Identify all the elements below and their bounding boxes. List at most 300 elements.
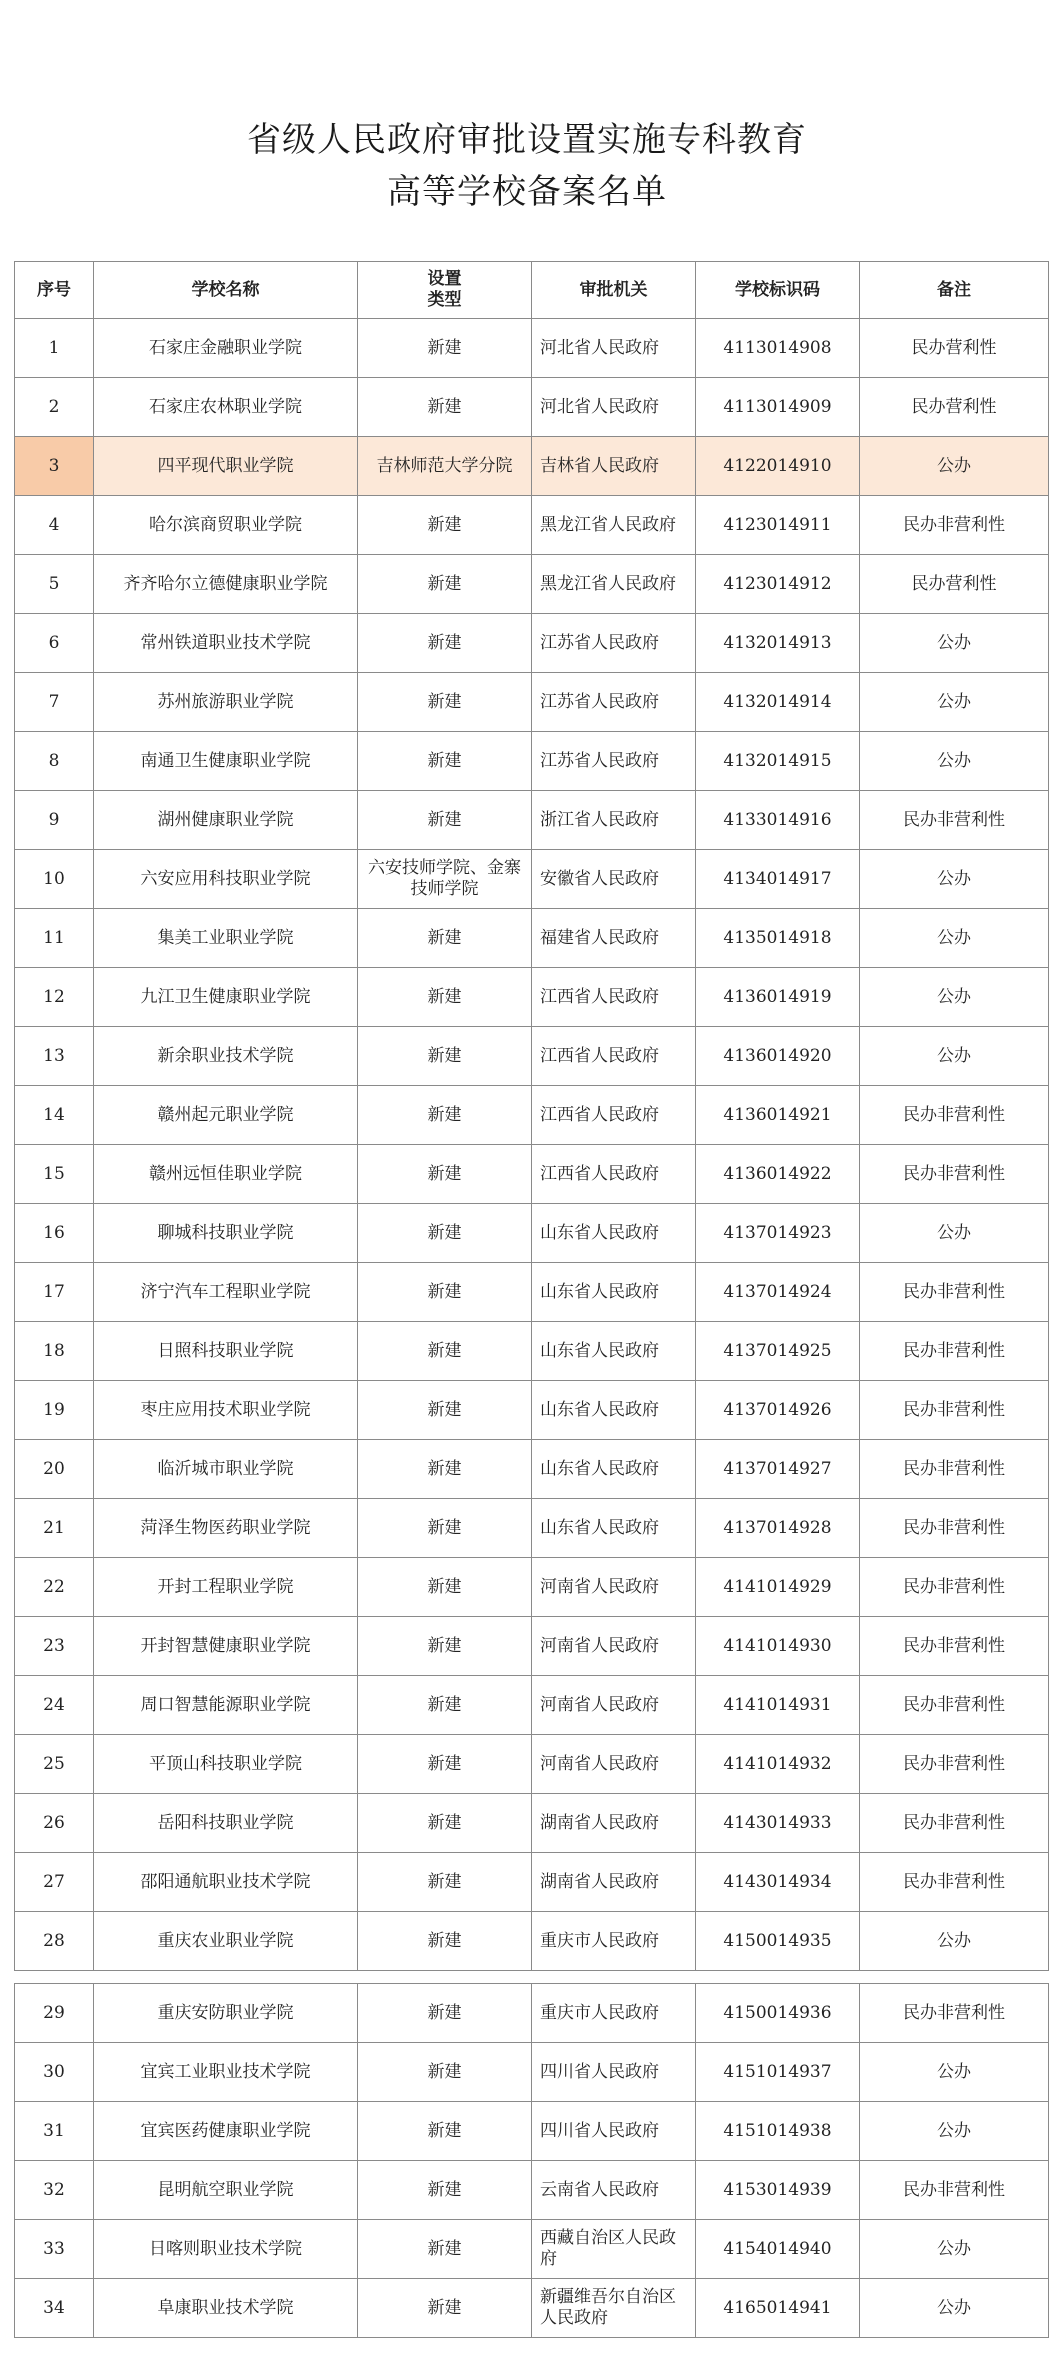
cell-school-code-text: 4133014916 bbox=[723, 809, 832, 830]
cell-index-text: 28 bbox=[43, 1930, 65, 1951]
cell-approver bbox=[532, 791, 696, 850]
cell-school-code bbox=[696, 2102, 860, 2161]
cell-setup-type-text: 新建 bbox=[427, 1222, 462, 1243]
cell-index-text: 19 bbox=[43, 1399, 65, 1420]
cell-school-name bbox=[94, 1499, 358, 1558]
cell-index bbox=[15, 2279, 94, 2338]
cell-school-code-text: 4132014915 bbox=[723, 750, 832, 771]
cell-approver-text: 吉林省人民政府 bbox=[540, 455, 659, 476]
cell-remark bbox=[860, 1984, 1049, 2043]
cell-school-name bbox=[94, 1794, 358, 1853]
table-row bbox=[15, 1794, 1049, 1853]
cell-remark bbox=[860, 1086, 1049, 1145]
cell-remark bbox=[860, 1440, 1049, 1499]
cell-index-text: 34 bbox=[43, 2297, 65, 2318]
cell-school-code bbox=[696, 555, 860, 614]
cell-school-name-text: 聊城科技职业学院 bbox=[157, 1222, 294, 1243]
table-row bbox=[15, 2102, 1049, 2161]
cell-index bbox=[15, 1145, 94, 1204]
cell-school-code bbox=[696, 1853, 860, 1912]
cell-approver bbox=[532, 1853, 696, 1912]
cell-approver-text: 山东省人民政府 bbox=[540, 1222, 659, 1243]
cell-approver-text: 江苏省人民政府 bbox=[540, 750, 659, 771]
cell-setup-type-text: 新建 bbox=[427, 1104, 462, 1125]
table-row bbox=[15, 2279, 1049, 2338]
cell-index-text: 2 bbox=[48, 396, 60, 417]
cell-remark-text: 民办非营利性 bbox=[903, 1281, 1005, 1302]
cell-school-code bbox=[696, 319, 860, 378]
cell-setup-type-text: 新建 bbox=[427, 2061, 462, 2082]
cell-school-name bbox=[94, 614, 358, 673]
table-row bbox=[15, 1617, 1049, 1676]
cell-school-code bbox=[696, 437, 860, 496]
cell-approver bbox=[532, 1617, 696, 1676]
cell-school-code bbox=[696, 1204, 860, 1263]
cell-school-code-text: 4134014917 bbox=[723, 868, 832, 889]
table-row bbox=[15, 1322, 1049, 1381]
cell-school-code-text: 4113014908 bbox=[723, 337, 832, 358]
cell-school-code bbox=[696, 673, 860, 732]
cell-approver bbox=[532, 1794, 696, 1853]
cell-approver bbox=[532, 319, 696, 378]
cell-remark bbox=[860, 673, 1049, 732]
cell-setup-type bbox=[358, 1558, 532, 1617]
cell-approver-text: 江西省人民政府 bbox=[540, 986, 659, 1007]
cell-school-code-text: 4141014932 bbox=[723, 1753, 832, 1774]
cell-setup-type bbox=[358, 673, 532, 732]
cell-remark bbox=[860, 1204, 1049, 1263]
cell-school-code-text: 4136014922 bbox=[723, 1163, 832, 1184]
cell-setup-type-text: 新建 bbox=[427, 2120, 462, 2141]
cell-approver bbox=[532, 1204, 696, 1263]
cell-index bbox=[15, 614, 94, 673]
cell-setup-type bbox=[358, 1794, 532, 1853]
cell-index bbox=[15, 2161, 94, 2220]
cell-setup-type bbox=[358, 909, 532, 968]
cell-index-text: 15 bbox=[43, 1163, 65, 1184]
cell-approver-text: 江西省人民政府 bbox=[540, 1045, 659, 1066]
cell-school-code bbox=[696, 1263, 860, 1322]
cell-setup-type bbox=[358, 1322, 532, 1381]
cell-school-name-text: 开封工程职业学院 bbox=[157, 1576, 294, 1597]
cell-remark bbox=[860, 378, 1049, 437]
cell-remark-text: 公办 bbox=[937, 2120, 971, 2141]
cell-school-code bbox=[696, 1027, 860, 1086]
cell-index bbox=[15, 673, 94, 732]
cell-school-code-text: 4137014924 bbox=[723, 1281, 832, 1302]
cell-school-name-text: 重庆农业职业学院 bbox=[157, 1930, 294, 1951]
cell-school-code-text: 4136014920 bbox=[723, 1045, 832, 1066]
cell-school-code-text: 4141014931 bbox=[723, 1694, 832, 1715]
cell-approver-text: 山东省人民政府 bbox=[540, 1399, 659, 1420]
cell-index bbox=[15, 1263, 94, 1322]
cell-setup-type bbox=[358, 1086, 532, 1145]
cell-school-name bbox=[94, 1027, 358, 1086]
cell-setup-type-text: 新建 bbox=[427, 514, 462, 535]
cell-index-text: 14 bbox=[43, 1104, 65, 1125]
cell-index-text: 33 bbox=[43, 2238, 65, 2259]
cell-approver-text: 浙江省人民政府 bbox=[540, 809, 659, 830]
cell-school-name-text: 宜宾工业职业技术学院 bbox=[140, 2061, 311, 2082]
cell-setup-type-text: 新建 bbox=[427, 1340, 462, 1361]
cell-approver-text: 安徽省人民政府 bbox=[540, 868, 659, 889]
cell-approver bbox=[532, 1912, 696, 1971]
cell-index bbox=[15, 1676, 94, 1735]
cell-remark bbox=[860, 1853, 1049, 1912]
cell-school-name-text: 阜康职业技术学院 bbox=[157, 2297, 294, 2318]
cell-index-text: 24 bbox=[43, 1694, 65, 1715]
header-remark: 备注 bbox=[860, 262, 1049, 319]
cell-approver bbox=[532, 1322, 696, 1381]
cell-school-name-text: 六安应用科技职业学院 bbox=[140, 868, 311, 889]
cell-index bbox=[15, 437, 94, 496]
cell-setup-type bbox=[358, 1499, 532, 1558]
cell-setup-type-text: 新建 bbox=[427, 691, 462, 712]
cell-remark bbox=[860, 1794, 1049, 1853]
cell-school-code bbox=[696, 1558, 860, 1617]
cell-school-code bbox=[696, 2161, 860, 2220]
cell-school-code bbox=[696, 496, 860, 555]
cell-school-name-text: 枣庄应用技术职业学院 bbox=[140, 1399, 311, 1420]
cell-index bbox=[15, 496, 94, 555]
cell-remark-text: 民办营利性 bbox=[911, 573, 997, 594]
table-row bbox=[15, 732, 1049, 791]
cell-remark-text: 民办非营利性 bbox=[903, 1694, 1005, 1715]
cell-setup-type bbox=[358, 1440, 532, 1499]
cell-school-code bbox=[696, 909, 860, 968]
cell-school-name bbox=[94, 909, 358, 968]
cell-school-name-text: 苏州旅游职业学院 bbox=[157, 691, 294, 712]
cell-remark-text: 公办 bbox=[937, 1222, 971, 1243]
cell-index-text: 20 bbox=[43, 1458, 65, 1479]
cell-setup-type-text: 新建 bbox=[427, 1635, 462, 1656]
cell-approver-text: 四川省人民政府 bbox=[540, 2120, 659, 2141]
cell-school-code-text: 4135014918 bbox=[723, 927, 832, 948]
cell-setup-type bbox=[358, 850, 532, 909]
cell-remark-text: 民办非营利性 bbox=[903, 1871, 1005, 1892]
cell-remark-text: 公办 bbox=[937, 2238, 971, 2259]
cell-approver bbox=[532, 378, 696, 437]
cell-school-name bbox=[94, 2043, 358, 2102]
cell-school-code bbox=[696, 968, 860, 1027]
cell-school-name bbox=[94, 378, 358, 437]
cell-approver-text: 河南省人民政府 bbox=[540, 1753, 659, 1774]
cell-school-name bbox=[94, 673, 358, 732]
cell-school-name bbox=[94, 496, 358, 555]
cell-approver-text: 西藏自治区人民政 bbox=[540, 2228, 676, 2248]
cell-remark bbox=[860, 437, 1049, 496]
cell-setup-type-text: 新建 bbox=[427, 1694, 462, 1715]
table-row bbox=[15, 614, 1049, 673]
cell-approver bbox=[532, 2043, 696, 2102]
cell-school-code bbox=[696, 791, 860, 850]
cell-approver bbox=[532, 437, 696, 496]
cell-school-code bbox=[696, 732, 860, 791]
cell-school-name bbox=[94, 850, 358, 909]
cell-remark-text: 民办非营利性 bbox=[903, 809, 1005, 830]
cell-remark bbox=[860, 1322, 1049, 1381]
cell-school-name bbox=[94, 319, 358, 378]
cell-school-name bbox=[94, 1617, 358, 1676]
cell-remark-text: 公办 bbox=[937, 750, 971, 771]
cell-school-name bbox=[94, 1558, 358, 1617]
cell-school-code-text: 4136014919 bbox=[723, 986, 832, 1007]
cell-remark-text: 民办营利性 bbox=[911, 337, 997, 358]
cell-approver bbox=[532, 1735, 696, 1794]
cell-setup-type-text: 六安技师学院、金寨 bbox=[368, 858, 521, 878]
cell-approver bbox=[532, 1086, 696, 1145]
cell-setup-type-text: 新建 bbox=[427, 2179, 462, 2200]
cell-approver-text: 黑龙江省人民政府 bbox=[540, 514, 676, 535]
cell-school-name bbox=[94, 2279, 358, 2338]
cell-index-text: 25 bbox=[43, 1753, 65, 1774]
cell-setup-type bbox=[358, 437, 532, 496]
cell-remark bbox=[860, 1558, 1049, 1617]
cell-remark bbox=[860, 2279, 1049, 2338]
cell-school-name bbox=[94, 1984, 358, 2043]
cell-school-code-text: 4137014928 bbox=[723, 1517, 832, 1538]
cell-index bbox=[15, 1381, 94, 1440]
cell-school-name bbox=[94, 2220, 358, 2279]
cell-setup-type bbox=[358, 2220, 532, 2279]
cell-remark-text: 公办 bbox=[937, 868, 971, 889]
cell-school-code-text: 4151014938 bbox=[723, 2120, 832, 2141]
cell-setup-type bbox=[358, 378, 532, 437]
cell-approver-text: 江西省人民政府 bbox=[540, 1163, 659, 1184]
cell-approver bbox=[532, 2220, 696, 2279]
cell-setup-type bbox=[358, 2102, 532, 2161]
cell-remark-text: 民办非营利性 bbox=[903, 2179, 1005, 2200]
cell-remark bbox=[860, 2102, 1049, 2161]
cell-remark-text: 民办营利性 bbox=[911, 396, 997, 417]
header-approver: 审批机关 bbox=[532, 262, 696, 319]
cell-school-code-text: 4137014923 bbox=[723, 1222, 832, 1243]
cell-remark-text: 民办非营利性 bbox=[903, 1104, 1005, 1125]
table-row bbox=[15, 673, 1049, 732]
cell-school-name bbox=[94, 732, 358, 791]
cell-school-name-text: 平顶山科技职业学院 bbox=[149, 1753, 302, 1774]
cell-school-code bbox=[696, 2279, 860, 2338]
cell-remark-text: 民办非营利性 bbox=[903, 1517, 1005, 1538]
cell-school-name bbox=[94, 1145, 358, 1204]
cell-school-name-text: 赣州起元职业学院 bbox=[157, 1104, 294, 1125]
cell-index bbox=[15, 2220, 94, 2279]
cell-index-text: 26 bbox=[43, 1812, 65, 1833]
cell-approver-text: 重庆市人民政府 bbox=[540, 2002, 659, 2023]
cell-index bbox=[15, 1204, 94, 1263]
cell-school-code bbox=[696, 850, 860, 909]
cell-index-text: 31 bbox=[43, 2120, 65, 2141]
cell-approver-text: 山东省人民政府 bbox=[540, 1340, 659, 1361]
cell-school-name-text: 四平现代职业学院 bbox=[157, 455, 294, 476]
cell-setup-type bbox=[358, 1912, 532, 1971]
cell-setup-type bbox=[358, 1984, 532, 2043]
cell-index bbox=[15, 319, 94, 378]
cell-approver-text: 四川省人民政府 bbox=[540, 2061, 659, 2082]
cell-remark-text: 公办 bbox=[937, 632, 971, 653]
cell-setup-type bbox=[358, 968, 532, 1027]
cell-school-name bbox=[94, 968, 358, 1027]
table-row bbox=[15, 2043, 1049, 2102]
table-row bbox=[15, 496, 1049, 555]
cell-approver bbox=[532, 1440, 696, 1499]
table-row bbox=[15, 1440, 1049, 1499]
cell-approver-text: 江苏省人民政府 bbox=[540, 691, 659, 712]
cell-school-name-text: 日喀则职业技术学院 bbox=[149, 2238, 302, 2259]
cell-school-code-text: 4137014927 bbox=[723, 1458, 832, 1479]
cell-setup-type-text: 新建 bbox=[427, 1753, 462, 1774]
document-title-line1: 省级人民政府审批设置实施专科教育 bbox=[247, 120, 807, 160]
cell-school-code-text: 4150014935 bbox=[723, 1930, 832, 1951]
cell-school-code-text: 4137014925 bbox=[723, 1340, 832, 1361]
cell-school-name bbox=[94, 555, 358, 614]
cell-school-code-text: 4143014933 bbox=[723, 1812, 832, 1833]
cell-remark-text: 公办 bbox=[937, 455, 971, 476]
cell-approver-text: 河北省人民政府 bbox=[540, 337, 659, 358]
cell-setup-type-text: 新建 bbox=[427, 396, 462, 417]
cell-approver-text: 河南省人民政府 bbox=[540, 1576, 659, 1597]
cell-remark-text: 民办非营利性 bbox=[903, 1458, 1005, 1479]
cell-school-name bbox=[94, 791, 358, 850]
cell-index bbox=[15, 968, 94, 1027]
cell-setup-type-text: 吉林师范大学分院 bbox=[376, 455, 513, 476]
cell-index bbox=[15, 378, 94, 437]
cell-setup-type-text: 新建 bbox=[427, 573, 462, 594]
cell-setup-type bbox=[358, 1204, 532, 1263]
cell-setup-type bbox=[358, 791, 532, 850]
cell-school-code-text: 4136014921 bbox=[723, 1104, 832, 1125]
cell-index-text: 32 bbox=[43, 2179, 65, 2200]
cell-remark bbox=[860, 2043, 1049, 2102]
cell-index-text: 21 bbox=[43, 1517, 65, 1538]
cell-school-code-text: 4113014909 bbox=[723, 396, 832, 417]
cell-school-code-text: 4141014929 bbox=[723, 1576, 832, 1597]
cell-school-name-text: 宜宾医药健康职业学院 bbox=[140, 2120, 311, 2141]
cell-school-name-text: 新余职业技术学院 bbox=[157, 1045, 294, 1066]
cell-setup-type bbox=[358, 732, 532, 791]
cell-setup-type bbox=[358, 319, 532, 378]
cell-school-code bbox=[696, 1499, 860, 1558]
cell-approver-text: 江苏省人民政府 bbox=[540, 632, 659, 653]
cell-school-code-text: 4123014912 bbox=[723, 573, 832, 594]
cell-index bbox=[15, 1735, 94, 1794]
cell-school-name-text: 昆明航空职业学院 bbox=[157, 2179, 294, 2200]
cell-index-text: 30 bbox=[43, 2061, 65, 2082]
cell-school-code bbox=[696, 1794, 860, 1853]
table-row bbox=[15, 909, 1049, 968]
cell-school-name-text: 南通卫生健康职业学院 bbox=[140, 750, 311, 771]
cell-school-name bbox=[94, 1322, 358, 1381]
cell-approver bbox=[532, 673, 696, 732]
cell-school-name-text: 常州铁道职业技术学院 bbox=[140, 632, 311, 653]
cell-school-name-text: 重庆安防职业学院 bbox=[157, 2002, 294, 2023]
cell-school-name bbox=[94, 437, 358, 496]
cell-index-text: 16 bbox=[43, 1222, 65, 1243]
cell-approver bbox=[532, 732, 696, 791]
cell-setup-type-text: 新建 bbox=[427, 1812, 462, 1833]
cell-index-text: 23 bbox=[43, 1635, 65, 1656]
cell-remark bbox=[860, 1027, 1049, 1086]
cell-index bbox=[15, 1558, 94, 1617]
table-row bbox=[15, 2220, 1049, 2279]
cell-remark bbox=[860, 909, 1049, 968]
cell-setup-type-text: 新建 bbox=[427, 1281, 462, 1302]
cell-approver bbox=[532, 1145, 696, 1204]
cell-approver bbox=[532, 1558, 696, 1617]
cell-school-code bbox=[696, 1735, 860, 1794]
table-row bbox=[15, 1145, 1049, 1204]
cell-setup-type bbox=[358, 1735, 532, 1794]
cell-school-code-text: 4132014914 bbox=[723, 691, 832, 712]
cell-school-code-text: 4150014936 bbox=[723, 2002, 832, 2023]
cell-school-name bbox=[94, 1912, 358, 1971]
cell-approver bbox=[532, 1381, 696, 1440]
cell-school-name-text: 邵阳通航职业技术学院 bbox=[140, 1871, 311, 1892]
cell-setup-type-text: 新建 bbox=[427, 1576, 462, 1597]
cell-setup-type-text: 新建 bbox=[427, 750, 462, 771]
cell-remark-text: 公办 bbox=[937, 2061, 971, 2082]
table-row bbox=[15, 791, 1049, 850]
cell-approver bbox=[532, 2102, 696, 2161]
cell-approver-text: 湖南省人民政府 bbox=[540, 1812, 659, 1833]
table-row bbox=[15, 1735, 1049, 1794]
cell-approver-text: 山东省人民政府 bbox=[540, 1517, 659, 1538]
cell-setup-type-text: 新建 bbox=[427, 1045, 462, 1066]
cell-school-code bbox=[696, 1086, 860, 1145]
cell-remark-text: 民办非营利性 bbox=[903, 1576, 1005, 1597]
table-row bbox=[15, 319, 1049, 378]
cell-remark bbox=[860, 732, 1049, 791]
table-row bbox=[15, 437, 1049, 496]
cell-school-name-text: 济宁汽车工程职业学院 bbox=[140, 1281, 311, 1302]
cell-approver bbox=[532, 614, 696, 673]
cell-index bbox=[15, 1440, 94, 1499]
cell-school-name-text: 岳阳科技职业学院 bbox=[157, 1812, 294, 1833]
cell-setup-type-text: 新建 bbox=[427, 337, 462, 358]
cell-setup-type bbox=[358, 2043, 532, 2102]
header-index: 序号 bbox=[15, 262, 94, 319]
cell-index-text: 12 bbox=[43, 986, 65, 1007]
cell-remark-text: 民办非营利性 bbox=[903, 1163, 1005, 1184]
table-row bbox=[15, 1381, 1049, 1440]
table-row bbox=[15, 850, 1049, 909]
cell-approver bbox=[532, 496, 696, 555]
cell-school-name-text: 日照科技职业学院 bbox=[157, 1340, 294, 1361]
table-row bbox=[15, 1912, 1049, 1971]
cell-index bbox=[15, 850, 94, 909]
cell-index bbox=[15, 909, 94, 968]
table-header-row bbox=[15, 262, 1049, 319]
cell-index bbox=[15, 1853, 94, 1912]
cell-school-name bbox=[94, 1676, 358, 1735]
cell-remark bbox=[860, 2161, 1049, 2220]
table-row bbox=[15, 1263, 1049, 1322]
cell-school-name bbox=[94, 2161, 358, 2220]
cell-school-name bbox=[94, 2102, 358, 2161]
cell-index bbox=[15, 1499, 94, 1558]
cell-setup-type bbox=[358, 1617, 532, 1676]
cell-setup-type-text: 技师学院 bbox=[410, 879, 479, 899]
cell-setup-type-text: 新建 bbox=[427, 1399, 462, 1420]
cell-index bbox=[15, 1617, 94, 1676]
cell-approver-text: 黑龙江省人民政府 bbox=[540, 573, 676, 594]
cell-remark bbox=[860, 1499, 1049, 1558]
cell-index bbox=[15, 555, 94, 614]
cell-approver bbox=[532, 1263, 696, 1322]
cell-approver bbox=[532, 1499, 696, 1558]
cell-school-code bbox=[696, 614, 860, 673]
cell-approver-text: 江西省人民政府 bbox=[540, 1104, 659, 1125]
